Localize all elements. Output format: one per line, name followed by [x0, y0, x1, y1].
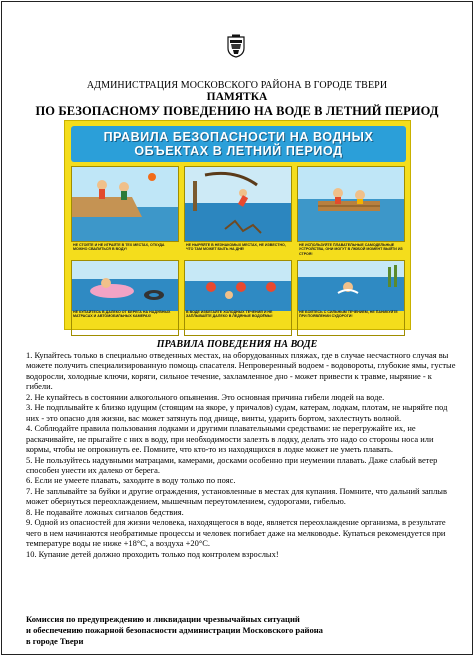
- rule-item: 5. Не пользуйтесь надувными матрацами, камерами, досками особенно при неумении плавать. Даже слабый ветер способен унести их далеко от берега.: [26, 454, 438, 475]
- footer-line: и обеспечению пожарной безопасности администрации Московского района: [26, 625, 323, 635]
- poster-title: [71, 126, 406, 162]
- rules-title: ПРАВИЛА ПОВЕДЕНИЯ НА ВОДЕ: [156, 339, 318, 350]
- coat-of-arms-emblem-icon: [226, 34, 246, 58]
- rule-item: 7. Не заплывайте за буйки и другие ограждения, установленные в местах для купания. Помните, что дальний заплыв может обернуться переохлаждением, мышечным переутомлением, судорогами, гибелью.: [26, 485, 447, 507]
- poster-caption-4: НЕ КУПАЙТЕСЬ В ДАЛЕКО ОТ БЕРЕГА НА НАДУВНЫХ МАТРАСАХ И АВТОМОБИЛЬНЫХ КАМЕРАХ!: [73, 310, 171, 319]
- rule-item: 2. Не купайтесь в состоянии алкогольного опьянения. Это основная причина гибели людей на воде.: [26, 391, 385, 402]
- poster-panel-diving: [184, 166, 292, 242]
- rule-item: 9. Одной из опасностей для жизни человека, находящегося в воде, является переохлаждение организма, в результате чего в нем начинаются необратимые процессы и человек погибает даже на мелководье. Купаться рекомендуется при температуре воды не ниже +18°С, а воздуха +20°С.: [26, 517, 446, 549]
- poster-title-line2: ОБЪЕКТАХ В ЛЕТНИЙ ПЕРИОД: [134, 144, 343, 158]
- poster-panel-raft: [297, 166, 405, 242]
- poster-title-line1: ПРАВИЛА БЕЗОПАСНОСТИ НА ВОДНЫХ: [103, 130, 374, 144]
- poster-caption-1: НЕ СТОЙТЕ И НЕ ИГРАЙТЕ В ТЕХ МЕСТАХ, ОТКУДА МОЖНО СВАЛИТЬСЯ В ВОДУ!: [73, 243, 165, 252]
- poster-caption-2: НЕ НЫРЯЙТЕ В НЕЗНАКОМЫХ МЕСТАХ, НЕ ИЗВЕСТНО, ЧТО ТАМ МОЖЕТ БЫТЬ НА ДНЕ!: [186, 243, 286, 252]
- rule-item: 8. Не подавайте ложных сигналов бедствия.: [26, 506, 184, 517]
- footer-line: Комиссия по предупреждению и ликвидации чрезвычайных ситуаций: [26, 614, 300, 624]
- poster-caption-3: НЕ ИСПОЛЬЗУЙТЕ ПЛАВАТЕЛЬНЫЕ САМОДЕЛЬНЫЕ УСТРОЙСТВА, ОНИ МОГУТ В ЛЮБОЙ МОМЕНТ ВЫЙТИ ИЗ СТРОЯ!: [299, 243, 403, 256]
- poster-caption-6: НЕ БОЙТЕСЬ С СИЛЬНЫМ ТЕЧЕНИЕМ, НЕ ПАНИКУЙТЕ ПРИ ПОЯВЛЕНИИ СУДОРОГИ!: [299, 310, 398, 319]
- memo-subtitle: ПО БЕЗОПАСНОМУ ПОВЕДЕНИЮ НА ВОДЕ В ЛЕТНИЙ ПЕРИОД: [35, 104, 439, 118]
- memo-heading: ПАМЯТКА: [206, 91, 268, 103]
- safety-poster: [64, 120, 411, 330]
- rule-item: 1. Купайтесь только в специально отведенных местах, на оборудованных пляжах, где в случае несчастного случая вы можете получить специализированную помощь спасателя. Непроверенный водоем - водовороты, глубокие ямы, густые водоросли, холодные ключи, коряги, сильное течение, захламленное дно - может привести к травме, ныряние - к гибели.: [26, 350, 456, 392]
- rule-item: 3. Не подплывайте к близко идущим (стоящим на якоре, у причалов) судам, катерам, лодкам, плотам, не ныряйте под них - это опасно для жизни, вас может затянуть под днище, винты, ударить бортом, захлестнуть волной.: [26, 402, 448, 423]
- poster-caption-5: В ВОДЕ ИЗБЕГАЙТЕ ХОЛОДНЫХ ТЕЧЕНИЙ И НЕ ЗАПЛЫВАЙТЕ ДАЛЕКО В ЛЕДЯНЫЕ ВОДОЁМЫ!: [186, 310, 273, 319]
- rule-item: 6. Если не умеете плавать, заходите в воду только по пояс.: [26, 475, 236, 486]
- rule-item: 4. Соблюдайте правила пользования лодками и другими плавательными средствами: не перегружайте их, не раскачивайте, не прыгайте с них в воду, при необходимости залезть в лодку, делать это надо со стороны носа или кормы, чтобы не опрокинуть ее. Помните, что кто-то из находящихся в лодке может не уметь плавать.: [26, 423, 434, 455]
- rule-item: 10. Купание детей должно проходить только под контролем взрослых!: [26, 548, 279, 559]
- rules-list: [26, 350, 456, 559]
- commission-signature: [26, 614, 456, 647]
- footer-line: в городе Твери: [26, 636, 84, 646]
- administration-name: АДМИНИСТРАЦИЯ МОСКОВСКОГО РАЙОНА В ГОРОДЕ ТВЕРИ: [86, 80, 388, 91]
- poster-panel-pier: [71, 166, 179, 242]
